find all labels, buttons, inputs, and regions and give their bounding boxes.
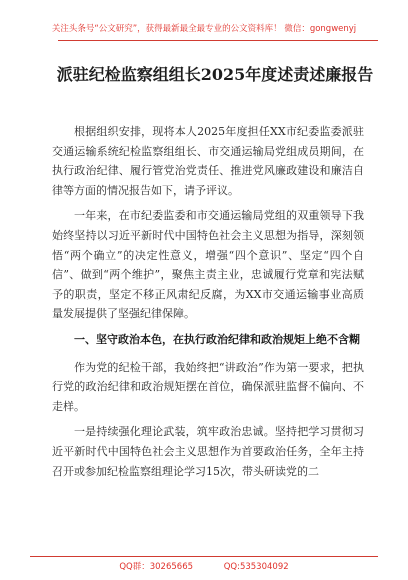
document-body	[52, 122, 364, 487]
paragraph-section-2: 一是持续强化理论武装，筑牢政治忠诚。坚持把学习贯彻习近平新时代中国特色社会主义思想作为首要政治任务，全年主持召开或参加纪检监察组理论学习15次，带头研读党的二	[52, 425, 364, 478]
document-title: 派驻纪检监察组组长2025年度述责述廉报告	[56, 65, 374, 84]
promo-banner: 关注头条号“公文研究”，获得最新最全最专业的公文资料库！ 微信：gongwenyj	[51, 24, 357, 34]
footer-divider	[30, 556, 378, 557]
footer-qq-group: QQ群：30265665	[119, 562, 194, 572]
header-divider	[58, 40, 378, 41]
paragraph-overview: 一年来，在市纪委监委和市交通运输局党组的双重领导下我始终坚持以习近平新时代中国特色社会主义思想为指导，深刻领悟“两个确立”的决定性意义，增强“四个意识”、坚定“四个自信”、做到“两个维护”，聚焦主责主业，忠诚履行党章和宪法赋予的职责，坚定不移正风肃纪反腐，为XX市交通运输事业高质量发展提供了坚强纪律保障。	[52, 209, 364, 321]
footer-qq: QQ:535304092	[223, 562, 289, 572]
footer	[0, 560, 408, 572]
paragraph-section-1: 作为党的纪检干部，我始终把“讲政治”作为第一要求，把执行党的政治纪律和政治规矩摆在首位，确保派驻监督不偏向、不走样。	[52, 360, 364, 413]
section-heading: 一、坚守政治本色，在执行政治纪律和政治规矩上绝不含糊	[74, 332, 360, 346]
paragraph-intro: 根据组织安排，现将本人2025年度担任XX市纪委监委派驻交通运输系统纪检监察组组长、市交通运输局党组成员期间，在执行政治纪律、履行管党治党责任、推进党风廉政建设和廉洁自律等方面的情况报告如下，请予评议。	[52, 125, 364, 197]
